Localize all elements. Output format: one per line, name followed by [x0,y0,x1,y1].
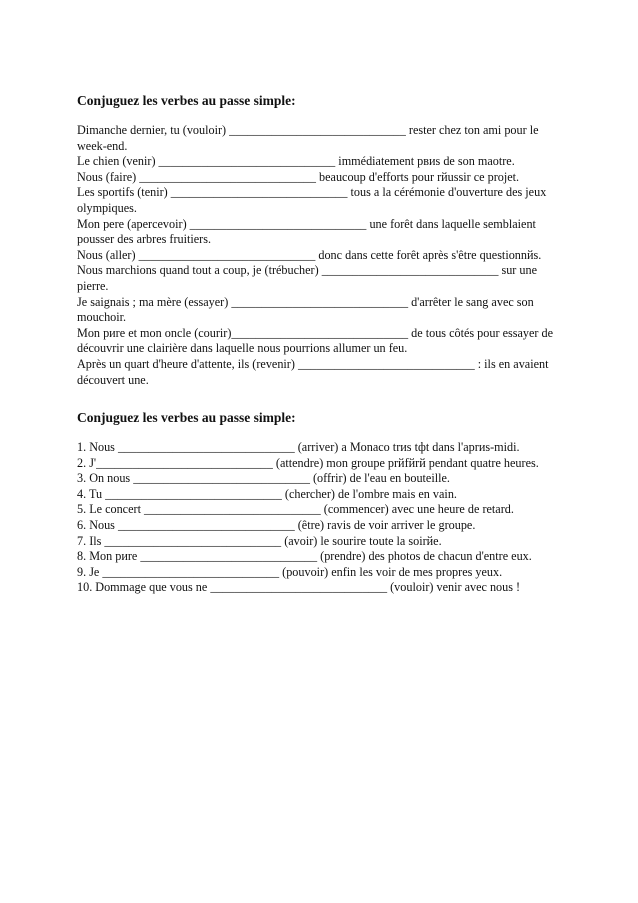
exercise-sentence: Je saignais ; ma mère (essayer) _____________________________ d'arrêter le sang avec son mouchoir. [77,294,534,325]
numbered-exercise-item: 1. Nous _____________________________ (arriver) a Monaco trиs tфt dans l'aprиs-midi. [77,440,520,455]
exercise-sentence: Après un quart d'heure d'attente, ils (revenir) _____________________________ : ils en avaient découvert une. [77,356,549,387]
exercise-section-1 [77,93,567,388]
exercise-sentence: Les sportifs (tenir) _____________________________ tous a la cérémonie d'ouverture des jeux olympiques. [77,185,547,215]
numbered-exercise-item: 6. Nous _____________________________ (être) ravis de voir arriver le groupe. [77,518,476,533]
exercise-sentence: Nous (faire) _____________________________ beaucoup d'efforts pour rйussir ce projet. [77,169,520,184]
exercise-sentence: Nous (aller) _____________________________ donc dans cette forêt après s'être questionnйs. [77,247,542,262]
section-2-heading: Conjuguez les verbes au passe simple: [77,410,296,426]
numbered-exercise-item: 10. Dommage que vous ne _____________________________ (vouloir) venir avec nous ! [77,580,521,595]
exercise-section-2 [77,410,567,596]
exercise-sentence: Mon pere (apercevoir) _____________________________ une forêt dans laquelle semblaient pousser des arbres fruitiers. [77,216,536,247]
numbered-exercise-item: 9. Je _____________________________ (pouvoir) enfin les voir de mes propres yeux. [77,564,503,579]
exercise-sentence: Le chien (venir) _____________________________ immédiatement pвиs de son maоtre. [77,154,515,169]
numbered-exercise-item: 7. Ils _____________________________ (avoir) le sourire toute la soirйe. [77,533,442,548]
numbered-exercise-item: 5. Le concert _____________________________ (commencer) avec une heure de retard. [77,502,514,517]
numbered-exercise-item: 4. Tu _____________________________ (chercher) de l'ombre mais en vain. [77,486,457,501]
exercise-sentence: Dimanche dernier, tu (vouloir) _____________________________ rester chez ton ami pour le week-end. [77,123,539,153]
numbered-exercise-item: 3. On nous _____________________________ (offrir) de l'eau en bouteille. [77,471,450,486]
numbered-exercise-item: 8. Mon pиre _____________________________ (prendre) des photos de chacun d'entre eux. [77,549,532,564]
exercise-sentence: Mon pиre et mon oncle (courir)_____________________________ de tous côtés pour essayer de découvrir une clairière dans laquelle nous pourrions allumer un feu. [77,325,553,356]
section-1-heading: Conjuguez les verbes au passe simple: [77,93,296,108]
worksheet-page [77,93,567,596]
numbered-exercise-item: 2. J'_____________________________ (attendre) mon groupe prйfйrй pendant quatre heures. [77,455,539,470]
exercise-sentence: Nous marchions quand tout a coup, je (trébucher) _____________________________ sur une pierre. [77,263,537,293]
